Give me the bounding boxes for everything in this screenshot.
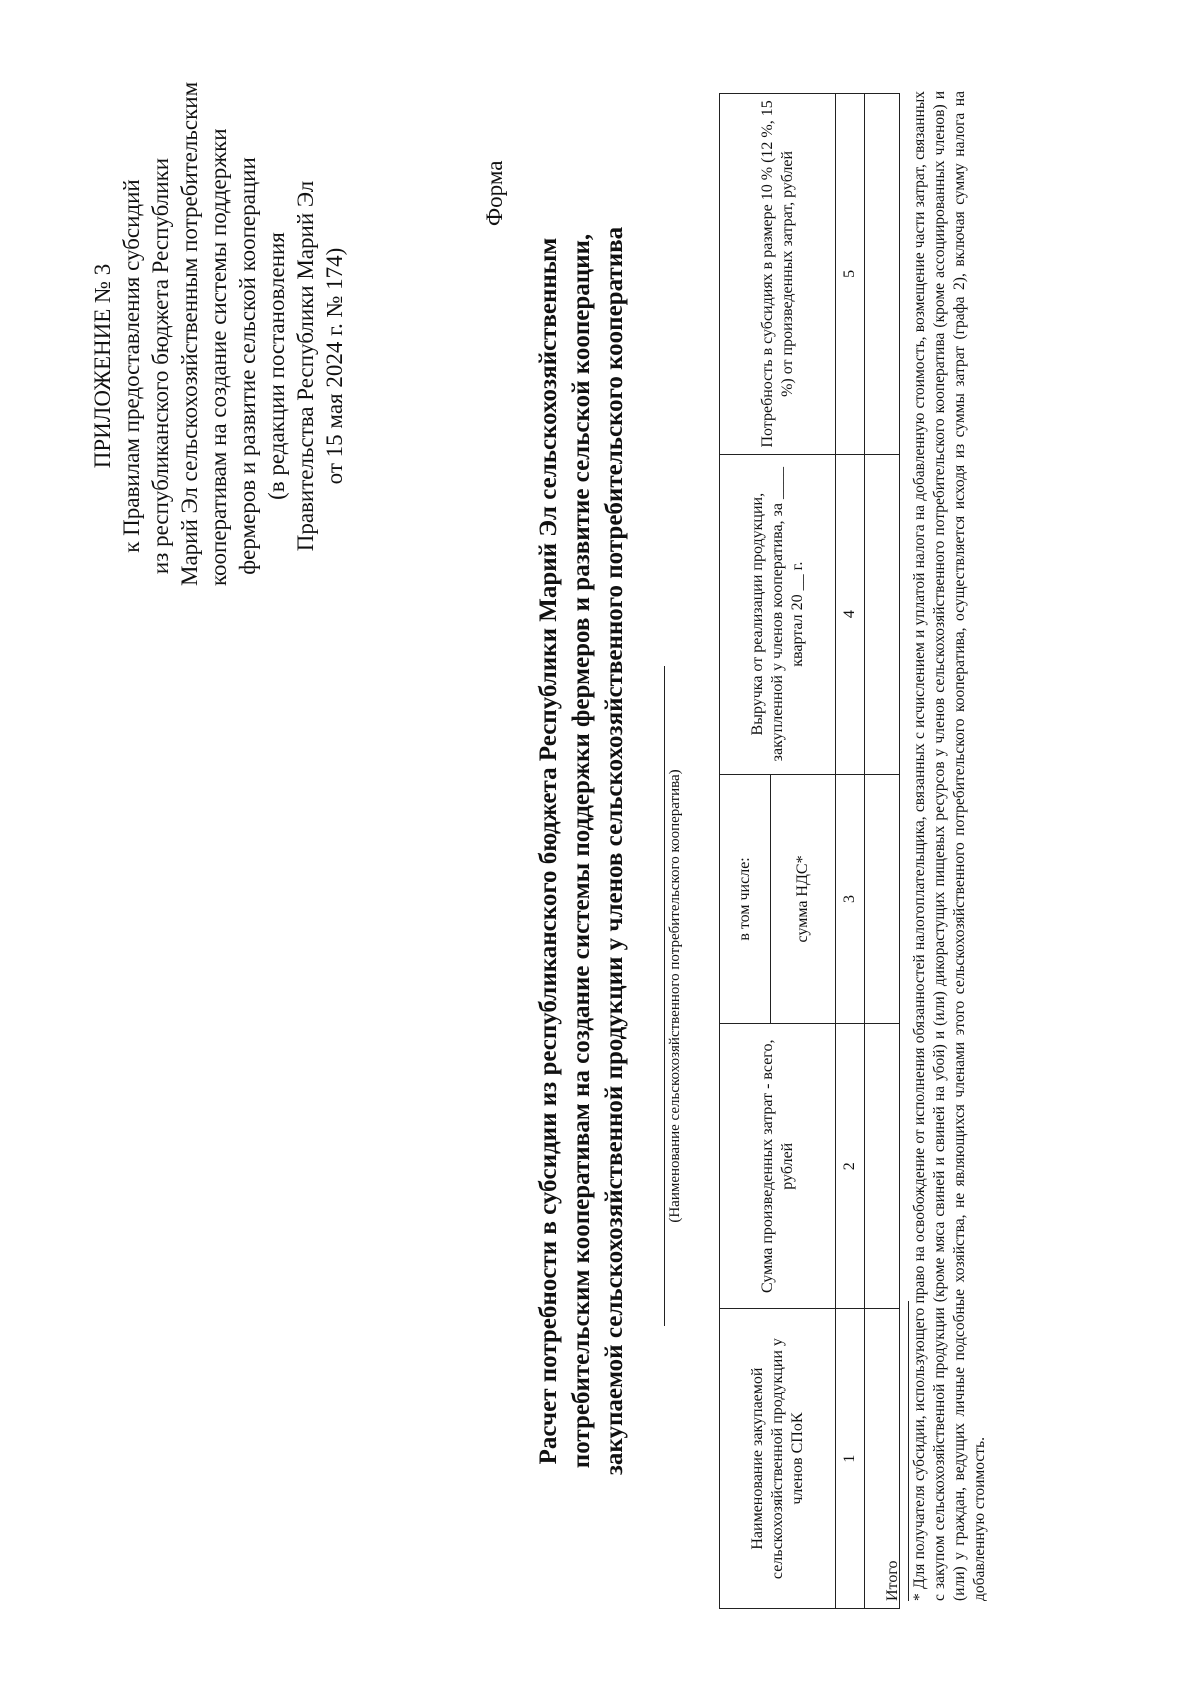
column-number: 3 — [836, 774, 865, 1024]
header-col-4: Выручка от реализации продукции, закупленной у членов кооператива, за ____ квартал 20 __ г. — [720, 454, 836, 774]
coop-name-caption: (Наименование сельскохозяйственного потребительского кооператива) — [667, 769, 683, 1223]
appendix-line: из республиканского бюджета Республики — [148, 157, 173, 575]
total-label: Итого — [884, 1560, 901, 1601]
appendix-line: к Правилам предоставления субсидий — [119, 179, 144, 553]
appendix-line: от 15 мая 2024 г. № 174) — [322, 247, 347, 485]
coop-name-field — [664, 666, 665, 1326]
table-number-row — [836, 94, 865, 1609]
header-col-1: Наименование закупаемой сельскохозяйственной продукции у членов СПоК — [720, 1309, 836, 1609]
appendix-line: кооперативам на создание системы поддержки — [206, 128, 231, 586]
header-col-3-group: в том числе: — [720, 774, 771, 1024]
table-cell — [865, 774, 900, 1024]
appendix-line: Правительства Республики Марий Эл — [293, 180, 318, 552]
table-row — [865, 94, 900, 1609]
header-col-5: Потребность в субсидиях в размере 10 % (12 %, 15 %) от произведенных затрат, рублей — [720, 94, 836, 455]
table-cell — [865, 1024, 900, 1309]
document-title — [532, 101, 631, 1601]
header-col-3: сумма НДС* — [771, 774, 836, 1024]
calculation-table — [719, 93, 900, 1609]
table-header-row — [720, 94, 771, 1609]
title-line: закупаемой сельскохозяйственной продукции у членов сельскохозяйственного потребительского кооператива — [601, 226, 628, 1476]
column-number: 4 — [836, 454, 865, 774]
appendix-line: ПРИЛОЖЕНИЕ № 3 — [90, 263, 115, 469]
column-number: 5 — [836, 94, 865, 455]
appendix-line: Марий Эл сельскохозяйственным потребительским — [177, 81, 202, 586]
footnote-separator — [908, 1301, 909, 1601]
appendix-line: (в редакции постановления — [264, 232, 289, 500]
form-label: Форма — [482, 160, 507, 226]
appendix-line: фермеров и развитие сельской кооперации — [235, 157, 260, 575]
column-number: 2 — [836, 1024, 865, 1309]
table-cell — [865, 454, 900, 774]
header-col-2: Сумма произведенных затрат - всего, рублей — [720, 1024, 836, 1309]
column-number: 1 — [836, 1309, 865, 1609]
appendix-header — [88, 81, 349, 586]
table-cell — [865, 94, 900, 455]
title-line: потребительским кооперативам на создание системы поддержки фермеров и развитие сельской кооперации, — [568, 233, 595, 1469]
footnote: * Для получателя субсидии, использующего право на освобождение от исполнения обязанностей налогоплательщика, связанных с исчислением и уплатой налога на добавленную стоимость, возмещение части затрат, связанных с закупом сельскохозяйственной продукции (кроме мяса свиней и свиней на убой) и (или) дикорастущих пищевых ресурсов у членов сельскохозяйственного потребительского кооператива (кроме ассоциированных членов) и (или) у граждан, ведущих личные подсобные хозяйства, не являющихся членами этого сельскохозяйственного потребительского кооператива, осуществляется исходя из суммы затрат (графа 2), включая сумму налога на добавленную стоимость. — [911, 91, 988, 1601]
title-line: Расчет потребности в субсидии из республиканского бюджета Республики Марий Эл сельскохозяйственным — [535, 237, 562, 1465]
